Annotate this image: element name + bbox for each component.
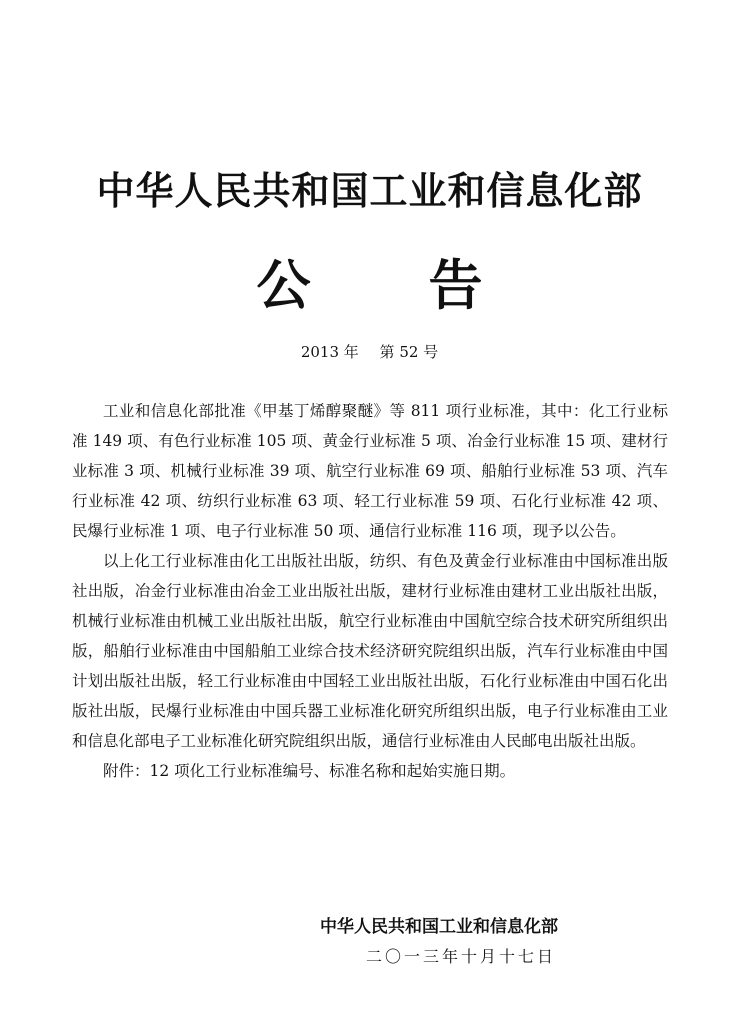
body-paragraph-approval: 工业和信息化部批准《甲基丁烯醇聚醚》等 811 项行业标准，其中：化工行业标准 149 项、有色行业标准 105 项、黄金行业标准 5 项、冶金行业标准 15 项、建材行业标准 3 项、机械行业标准 39 项、航空行业标准 69 项、船舶行业标准 53 项、汽车行业标准 42 项、纺织行业标准 63 项、轻工行业标准 59 项、石化行业标准 42 项、民爆行业标准 1 项、电子行业标准 50 项、通信行业标准 116 项，现予以公告。 [72,402,668,540]
signature-issuer: 中华人民共和国工业和信息化部 [320,917,558,937]
issue-date: 二〇一三年十月十七日 [366,947,557,966]
document-serial: 第 52 号 [379,343,439,361]
issuer-title: 中华人民共和国工业和信息化部 [96,169,643,213]
body-paragraph-publishers: 以上化工行业标准由化工出版社出版，纺织、有色及黄金行业标准由中国标准出版社出版，冶金行业标准由冶金工业出版社出版，建材行业标准由建材工业出版社出版，机械行业标准由机械工业出版社出版，航空行业标准由中国航空综合技术研究所组织出版，船舶行业标准由中国船舶工业综合技术经济研究院组织出版，汽车行业标准由中国计划出版社出版，轻工行业标准由中国轻工业出版社出版，石化行业标准由中国石化出版社出版，民爆行业标准由中国兵器工业标准化研究所组织出版，电子行业标准由工业和信息化部电子工业标准化研究院组织出版，通信行业标准由人民邮电出版社出版。 [72,552,668,750]
attachment-note: 附件：12 项化工行业标准编号、标准名称和起始实施日期。 [103,762,516,780]
document-year: 2013 年 [300,343,359,361]
announcement-body [72,396,668,786]
document-number [0,341,739,363]
document-type-heading: 公告 [256,254,601,317]
